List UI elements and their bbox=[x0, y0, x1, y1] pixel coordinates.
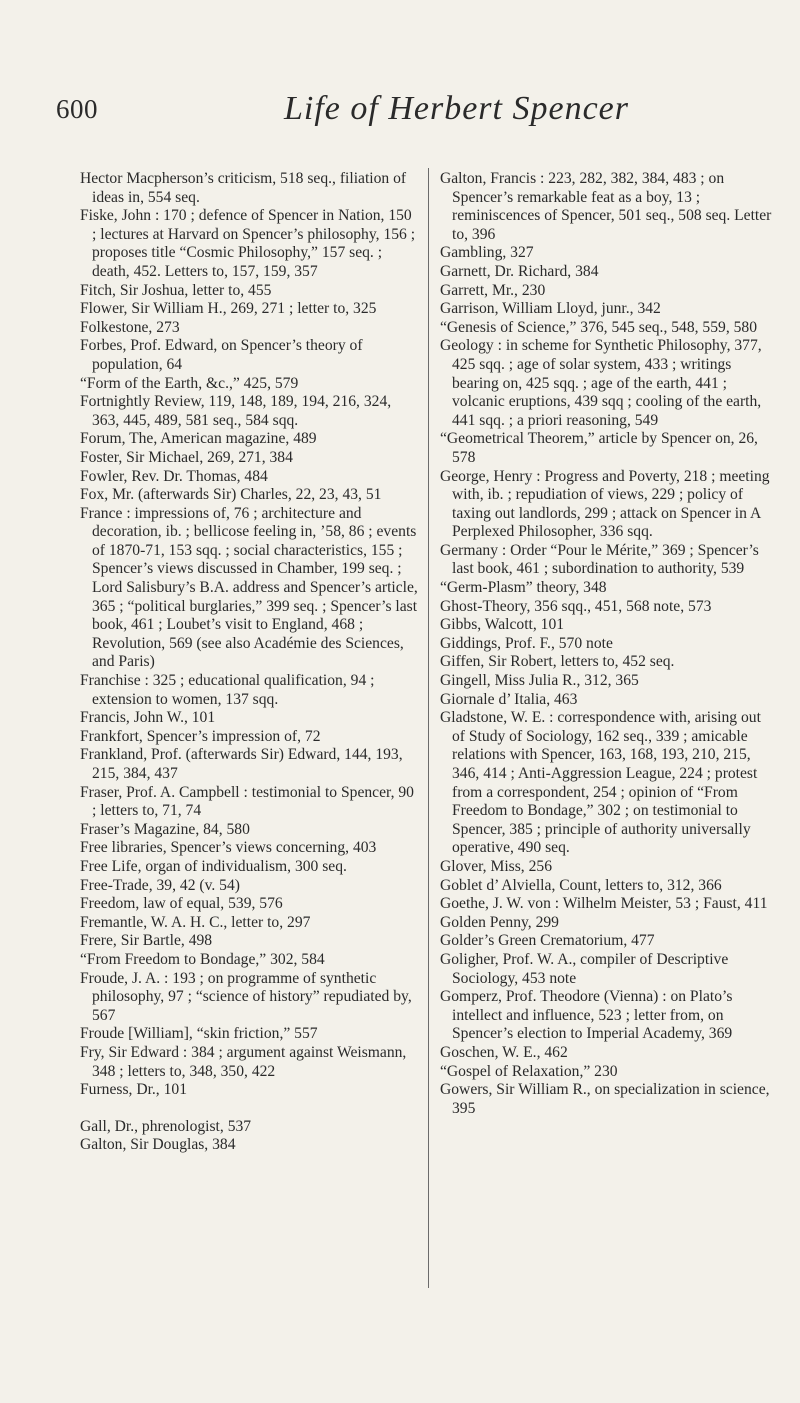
index-entry: Flower, Sir William H., 269, 271 ; letter to, 325 bbox=[80, 300, 377, 318]
index-entry: Galton, Sir Douglas, 384 bbox=[80, 1136, 236, 1154]
index-entry: Folkestone, 273 bbox=[80, 318, 180, 336]
page-header bbox=[0, 60, 800, 127]
index-entry: Free Life, organ of individualism, 300 seq. bbox=[80, 857, 347, 875]
index-entry: Forbes, Prof. Edward, on Spencer’s theory of population, 64 bbox=[80, 337, 363, 373]
index-entry: Froude, J. A. : 193 ; on programme of synthetic philosophy, 97 ; “science of history” repudiated by, 567 bbox=[80, 969, 412, 1024]
index-entry: Galton, Francis : 223, 282, 382, 384, 483 ; on Spencer’s remarkable feat as a boy, 13 ; reminiscences of Spencer, 501 seq., 508 seq. Letter to, 396 bbox=[440, 170, 772, 243]
index-entry: Franchise : 325 ; educational qualification, 94 ; extension to women, 137 sqq. bbox=[80, 672, 375, 708]
index-entry: Furness, Dr., 101 bbox=[80, 1081, 187, 1099]
index-entry: Giddings, Prof. F., 570 note bbox=[440, 634, 613, 652]
running-head: Life of Herbert Spencer bbox=[284, 90, 629, 127]
index-entry: Ghost-Theory, 356 sqq., 451, 568 note, 573 bbox=[440, 597, 712, 615]
index-entry: Gall, Dr., phrenologist, 537 bbox=[80, 1117, 252, 1135]
index-entry: “Germ-Plasm” theory, 348 bbox=[440, 579, 607, 597]
index-entry: Goschen, W. E., 462 bbox=[440, 1043, 568, 1061]
index-entry: Golder’s Green Crematorium, 477 bbox=[440, 932, 655, 950]
index-entry: “Geometrical Theorem,” article by Spencer on, 26, 578 bbox=[440, 430, 758, 466]
index-entry: Giffen, Sir Robert, letters to, 452 seq. bbox=[440, 653, 675, 671]
index-entry: Frankland, Prof. (afterwards Sir) Edward, 144, 193, 215, 384, 437 bbox=[80, 746, 403, 782]
index-column-left bbox=[80, 170, 418, 1155]
index-entry: Fitch, Sir Joshua, letter to, 455 bbox=[80, 281, 272, 299]
index-entry: Glover, Miss, 256 bbox=[440, 857, 552, 875]
index-entry: Free libraries, Spencer’s views concerning, 403 bbox=[80, 839, 377, 857]
index-entry: Garrett, Mr., 230 bbox=[440, 281, 546, 299]
index-entry: Germany : Order “Pour le Mérite,” 369 ; Spencer’s last book, 461 ; subordination to authority, 539 bbox=[440, 541, 759, 578]
index-entry: Gomperz, Prof. Theodore (Vienna) : on Plato’s intellect and influence, 523 ; letter from, on Spencer’s election to Imperial Academy, 369 bbox=[440, 988, 733, 1043]
section-gap bbox=[80, 1100, 418, 1118]
index-entry: Fox, Mr. (afterwards Sir) Charles, 22, 23, 43, 51 bbox=[80, 486, 382, 504]
index-entry: Goblet d’ Alviella, Count, letters to, 312, 366 bbox=[440, 876, 722, 894]
index-entry: “Gospel of Relaxation,” 230 bbox=[440, 1062, 618, 1080]
index-entry: Fraser’s Magazine, 84, 580 bbox=[80, 820, 250, 838]
index-entry: Geology : in scheme for Synthetic Philosophy, 377, 425 sqq. ; age of solar system, 433 ; writings bearing on, 425 sqq. ; age of the earth, 441 ; volcanic eruptions, 439 sqq ; cooling of the earth, 441 sqq. ; a priori reasoning, 549 bbox=[440, 337, 762, 429]
index-entry: Gibbs, Walcott, 101 bbox=[440, 616, 565, 634]
index-entry: Fiske, John : 170 ; defence of Spencer in Nation, 150 ; lectures at Harvard on Spencer’s philosophy, 156 ; proposes title “Cosmic Philosophy,” 157 seq. ; death, 452. Letters to, 157, 159, 357 bbox=[80, 207, 416, 280]
index-entry: “From Freedom to Bondage,” 302, 584 bbox=[80, 950, 325, 968]
index-entry: Froude [William], “skin friction,” 557 bbox=[80, 1025, 318, 1043]
index-entry: Gingell, Miss Julia R., 312, 365 bbox=[440, 672, 639, 690]
index-entry: Goligher, Prof. W. A., compiler of Descriptive Sociology, 453 note bbox=[440, 950, 729, 987]
page-number: 600 bbox=[56, 94, 98, 124]
index-entry: Garnett, Dr. Richard, 384 bbox=[440, 262, 599, 280]
index-entry: Giornale d’ Italia, 463 bbox=[440, 690, 578, 708]
index-entry: Forum, The, American magazine, 489 bbox=[80, 430, 317, 448]
index-entry: “Form of the Earth, &c.,” 425, 579 bbox=[80, 374, 299, 392]
index-entry: “Genesis of Science,” 376, 545 seq., 548, 559, 580 bbox=[440, 318, 758, 336]
index-entry: Gambling, 327 bbox=[440, 244, 534, 262]
index-column-right bbox=[440, 170, 776, 1118]
index-entry: Hector Macpherson’s criticism, 518 seq., filiation of ideas in, 554 seq. bbox=[80, 170, 407, 206]
index-entry: Goethe, J. W. von : Wilhelm Meister, 53 ; Faust, 411 bbox=[440, 895, 768, 913]
index-entry: Fremantle, W. A. H. C., letter to, 297 bbox=[80, 913, 311, 931]
index-entry: Golden Penny, 299 bbox=[440, 913, 559, 931]
index-entry: George, Henry : Progress and Poverty, 218 ; meeting with, ib. ; repudiation of views, 229 ; policy of taxing out landlords, 299 ; attack on Spencer in A Perplexed Philosopher, 336 sqq. bbox=[440, 467, 770, 541]
column-divider bbox=[428, 168, 429, 1288]
index-entry: Fortnightly Review, 119, 148, 189, 194, 216, 324, 363, 445, 489, 581 seq., 584 sqq. bbox=[80, 393, 392, 429]
index-entry: Frere, Sir Bartle, 498 bbox=[80, 932, 213, 950]
index-entry: France : impressions of, 76 ; architecture and decoration, ib. ; bellicose feeling in, ’58, 86 ; events of 1870-71, 153 sqq. ; social characteristics, 155 ; Spencer’s views discussed in Chamber, 199 seq. ; Lord Salisbury’s B.A. address and Spencer’s article, 365 ; “political burglaries,” 399 seq. ; Spencer’s last book, 461 ; Loubet’s visit to England, 468 ; Revolution, 569 (see also Académie des Sciences, and Paris) bbox=[80, 504, 418, 671]
index-entry: Frankfort, Spencer’s impression of, 72 bbox=[80, 727, 321, 745]
index-entry: Gladstone, W. E. : correspondence with, arising out of Study of Sociology, 162 seq., 339 ; amicable relations with Spencer, 163, 168, 193, 210, 215, 346, 414 ; Anti-Aggression League, 224 ; protest from a correspondent, 254 ; opinion of “From Freedom to Bondage,” 302 ; on testimonial to Spencer, 385 ; principle of authority universally operative, 490 seq. bbox=[440, 709, 761, 857]
index-entry: Foster, Sir Michael, 269, 271, 384 bbox=[80, 448, 293, 466]
index-entry: Gowers, Sir William R., on specialization in science, 395 bbox=[440, 1081, 770, 1117]
index-entry: Francis, John W., 101 bbox=[80, 709, 216, 727]
index-entry: Freedom, law of equal, 539, 576 bbox=[80, 895, 283, 913]
index-entry: Garrison, William Lloyd, junr., 342 bbox=[440, 300, 661, 318]
index-entry: Fry, Sir Edward : 384 ; argument against Weismann, 348 ; letters to, 348, 350, 422 bbox=[80, 1043, 407, 1080]
index-entry: Fraser, Prof. A. Campbell : testimonial to Spencer, 90 ; letters to, 71, 74 bbox=[80, 783, 414, 820]
index-entry: Free-Trade, 39, 42 (v. 54) bbox=[80, 876, 240, 894]
index-entry: Fowler, Rev. Dr. Thomas, 484 bbox=[80, 467, 268, 485]
